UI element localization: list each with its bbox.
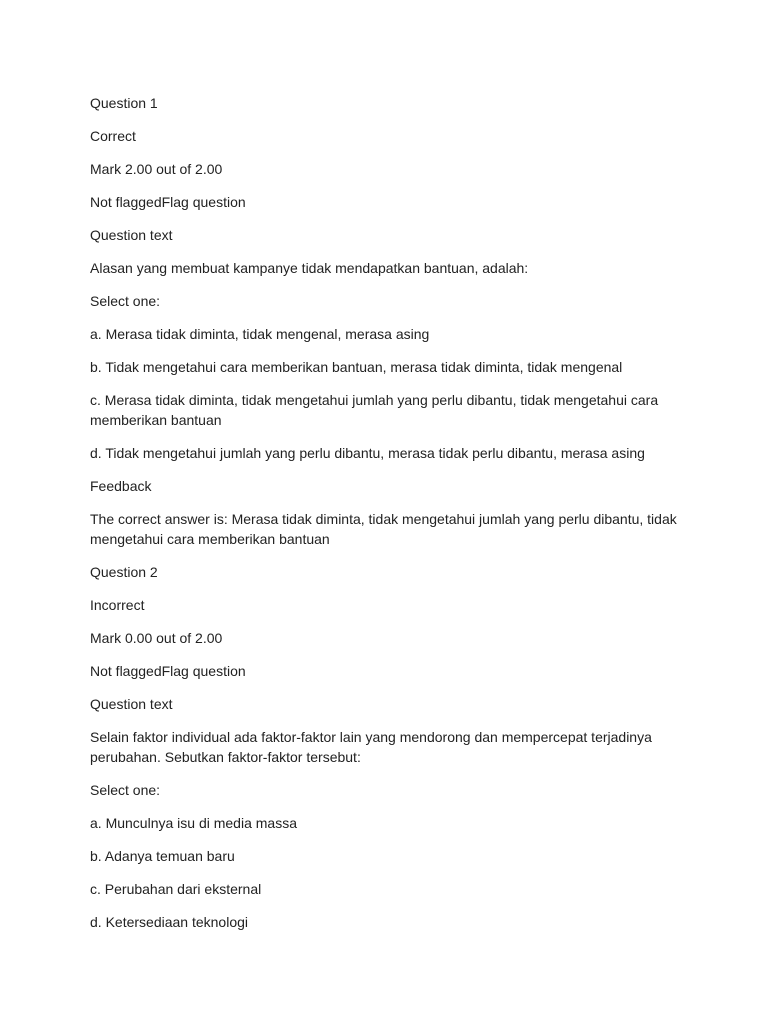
question-2-option-d[interactable]: d. Ketersediaan teknologi: [90, 914, 248, 930]
question-2-prompt: Selain faktor individual ada faktor-faktor lain yang mendorong dan mempercepat terjadinya perubahan. Sebutkan faktor-faktor tersebut:: [90, 729, 652, 765]
question-1-select-label: Select one:: [90, 293, 161, 309]
question-2-status: Incorrect: [90, 597, 145, 613]
question-1-flag[interactable]: Not flaggedFlag question: [90, 194, 246, 210]
question-1-prompt: Alasan yang membuat kampanye tidak mendapatkan bantuan, adalah:: [90, 260, 529, 276]
question-1-feedback-label: Feedback: [90, 478, 152, 494]
question-1-title: Question 1: [90, 95, 158, 111]
question-2-mark: Mark 0.00 out of 2.00: [90, 630, 223, 646]
question-2-flag[interactable]: Not flaggedFlag question: [90, 663, 246, 679]
question-1-option-b[interactable]: b. Tidak mengetahui cara memberikan bantuan, merasa tidak diminta, tidak mengenal: [90, 359, 623, 375]
question-1-option-c[interactable]: c. Merasa tidak diminta, tidak mengetahui jumlah yang perlu dibantu, tidak mengetahui cara memberikan bantuan: [90, 392, 659, 428]
question-1-mark: Mark 2.00 out of 2.00: [90, 161, 223, 177]
question-1-feedback: The correct answer is: Merasa tidak diminta, tidak mengetahui jumlah yang perlu dibantu, tidak mengetahui cara memberikan bantuan: [90, 511, 677, 547]
question-2-text-label: Question text: [90, 696, 173, 712]
question-2-select-label: Select one:: [90, 782, 161, 798]
question-2-option-c[interactable]: c. Perubahan dari eksternal: [90, 881, 262, 897]
question-1-status: Correct: [90, 128, 136, 144]
question-1-option-d[interactable]: d. Tidak mengetahui jumlah yang perlu dibantu, merasa tidak perlu dibantu, merasa asing: [90, 445, 645, 461]
question-2-option-b[interactable]: b. Adanya temuan baru: [90, 848, 235, 864]
question-2-option-a[interactable]: a. Munculnya isu di media massa: [90, 815, 297, 831]
question-2-title: Question 2: [90, 564, 158, 580]
question-1-option-a[interactable]: a. Merasa tidak diminta, tidak mengenal, merasa asing: [90, 326, 430, 342]
quiz-review-document: [90, 93, 680, 945]
question-1-text-label: Question text: [90, 227, 173, 243]
